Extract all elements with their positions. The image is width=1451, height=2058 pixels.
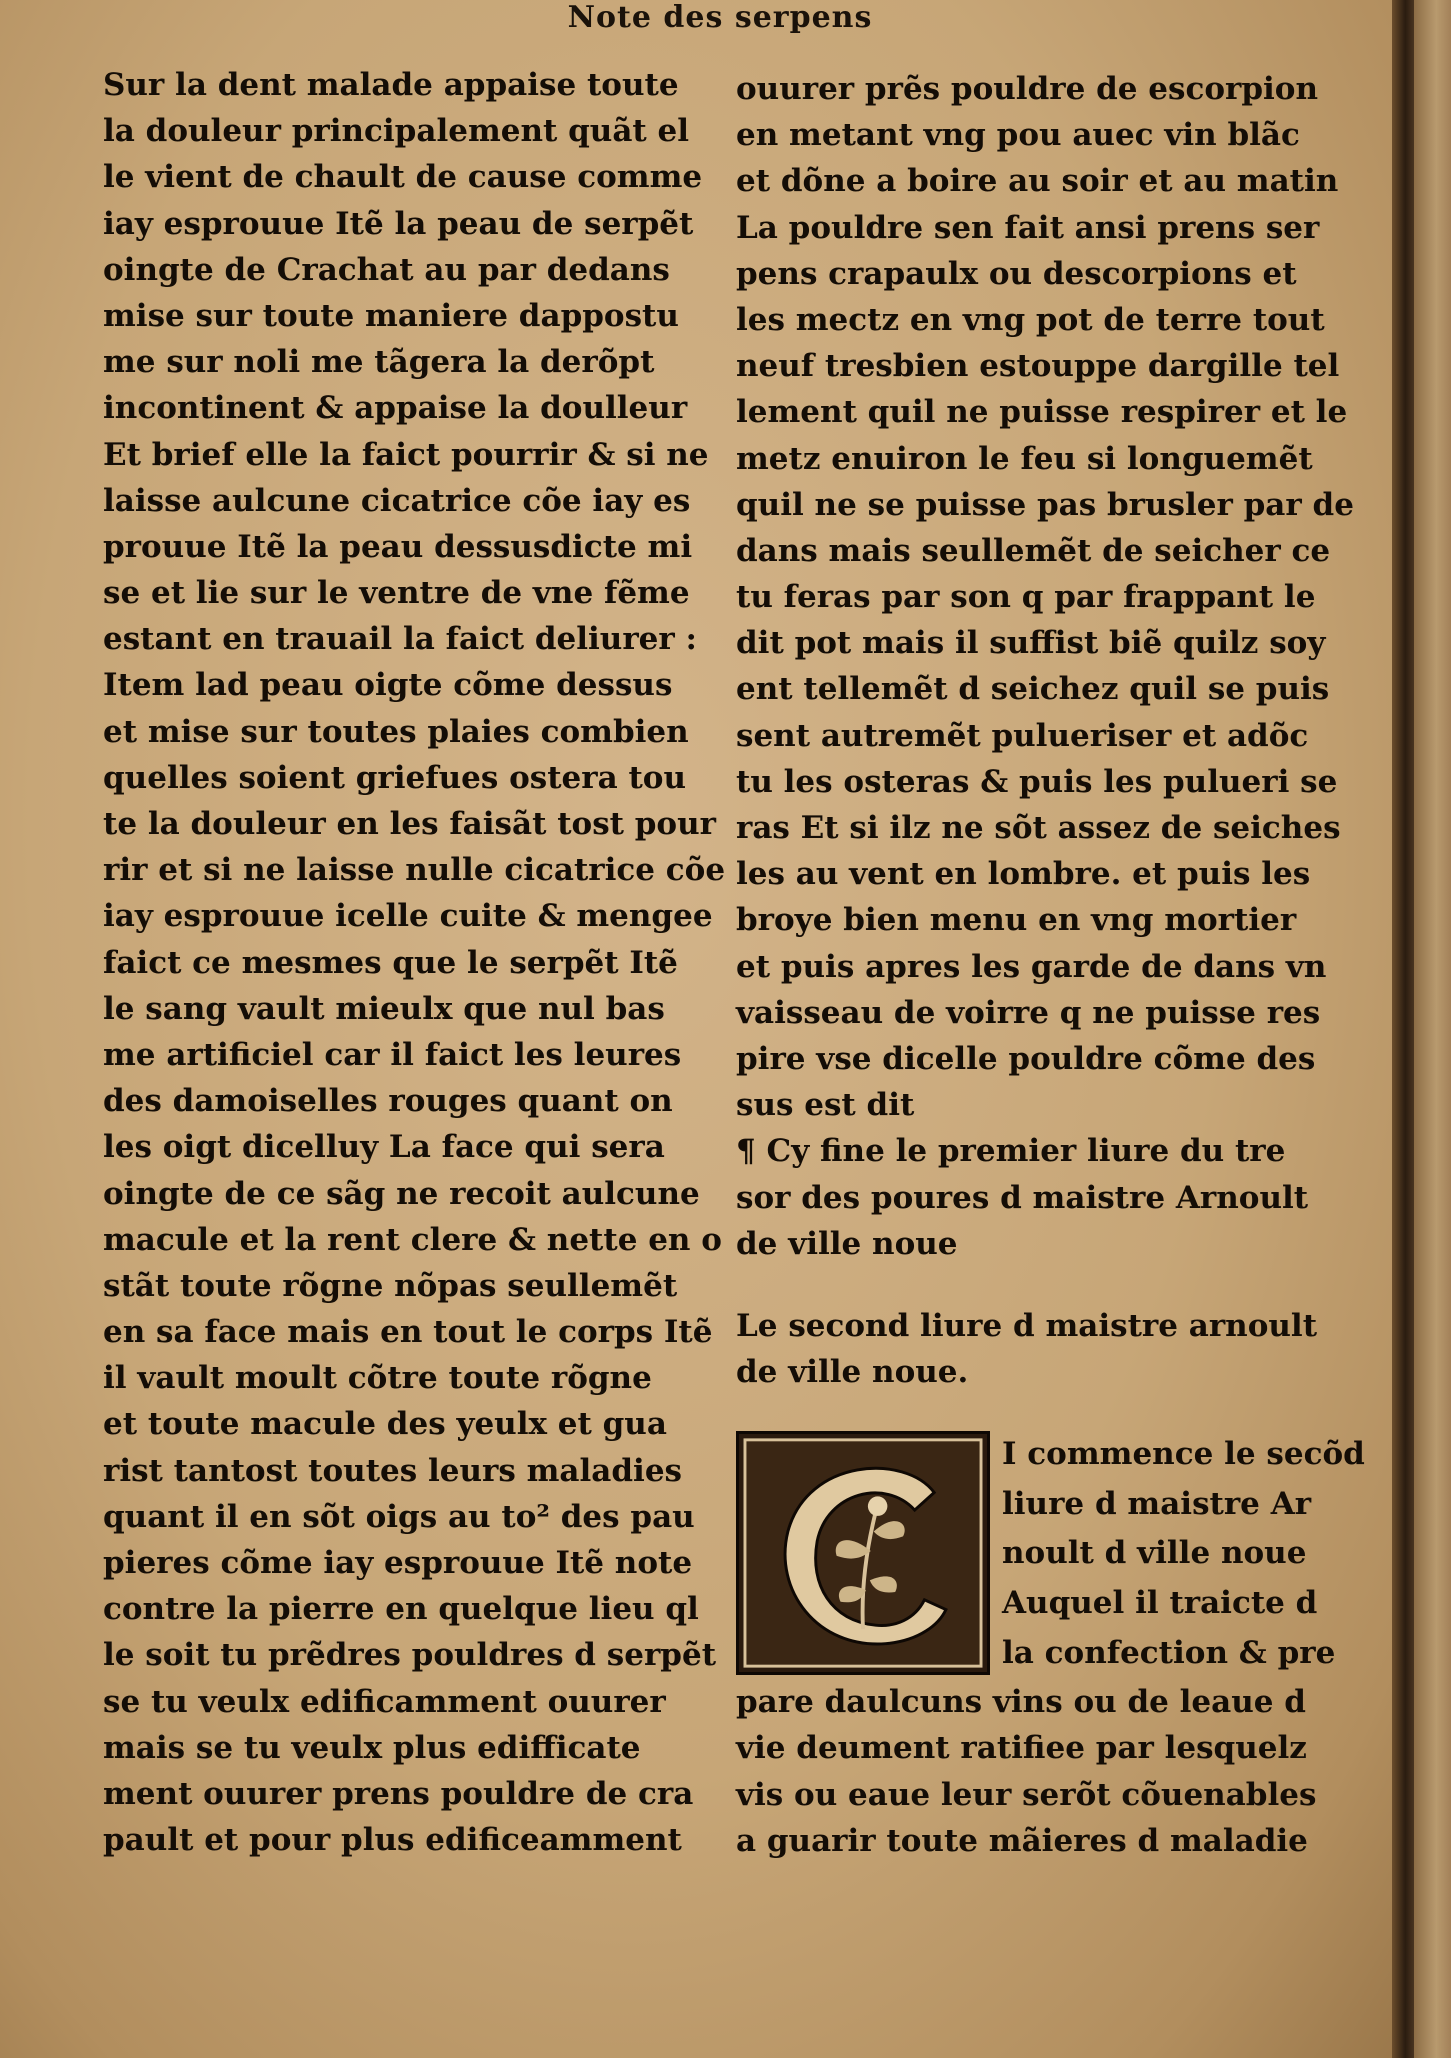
text-line: oingte de ce sãg ne recoit aulcune xyxy=(103,1175,700,1212)
text-line: liure d maistre Ar xyxy=(1002,1485,1312,1522)
text-line: pire vse dicelle pouldre cõme des xyxy=(736,1040,1316,1077)
text-line: les oigt dicelluy La face qui sera xyxy=(103,1129,665,1166)
text-line: mais se tu veulx plus edifficate xyxy=(103,1729,641,1766)
text-line: rist tantost toutes leurs maladies xyxy=(103,1452,682,1489)
text-line: stãt toute rõgne nõpas seullemẽt xyxy=(103,1267,678,1304)
text-line: le soit tu prẽdres pouldres d serpẽt xyxy=(103,1637,717,1674)
text-line: pare daulcuns vins ou de leaue d xyxy=(736,1684,1306,1721)
text-line: vis ou eaue leur serõt cõuenables xyxy=(736,1776,1317,1813)
text-line: les mectz en vng pot de terre tout xyxy=(736,301,1325,338)
text-line: ent tellemẽt d seichez quil se puis xyxy=(736,671,1330,708)
text-line: iay esprouue icelle cuite & mengee xyxy=(103,898,713,935)
text-line: rir et si ne laisse nulle cicatrice cõe xyxy=(103,852,726,889)
text-line: faict ce mesmes que le serpẽt Itẽ xyxy=(103,944,678,981)
text-line: laisse aulcune cicatrice cõe iay es xyxy=(103,482,691,519)
text-line: se et lie sur le ventre de vne fẽme xyxy=(103,575,690,612)
text-line: Sur la dent malade appaise toute xyxy=(103,67,679,103)
text-line: le sang vault mieulx que nul bas xyxy=(103,990,665,1027)
text-line: pens crapaulx ou descorpions et xyxy=(736,255,1297,292)
text-line: ras Et si ilz ne sõt assez de seiches xyxy=(736,810,1341,846)
text-line: dit pot mais il suffist biẽ quilz soy xyxy=(736,625,1326,662)
text-line: sent autremẽt pulueriser et adõc xyxy=(736,717,1309,754)
text-line: et puis apres les garde de dans vn xyxy=(736,948,1327,985)
text-line: La pouldre sen fait ansi prens ser xyxy=(736,209,1320,246)
text-line: et dõne a boire au soir et au matin xyxy=(736,163,1339,200)
section-gap xyxy=(736,1395,1376,1431)
text-line: contre la pierre en quelque lieu ql xyxy=(103,1591,699,1628)
text-line: quant il en sõt oigs au to² des pau xyxy=(103,1498,695,1535)
text-line: vaisseau de voirre q ne puisse res xyxy=(736,994,1321,1031)
text-line: iay esprouue Itẽ la peau de serpẽt xyxy=(103,205,694,242)
text-line: quelles soient griefues ostera tou xyxy=(103,759,687,796)
text-line: prouue Itẽ la peau dessusdicte mi xyxy=(103,528,693,565)
text-line: sus est dit xyxy=(736,1087,915,1124)
text-line: te la douleur en les faisãt tost pour xyxy=(103,806,716,842)
text-line: noult d ville noue xyxy=(1002,1535,1307,1572)
book-gutter xyxy=(1392,0,1414,2058)
text-line: broye bien menu en vng mortier xyxy=(736,902,1297,939)
text-line: tu les osteras & puis les pulueri se xyxy=(736,763,1338,800)
text-line: se tu veulx edificamment ouurer xyxy=(103,1683,666,1720)
left-column xyxy=(103,62,726,1863)
text-line: ment ouurer prens pouldre de cra xyxy=(103,1775,694,1812)
text-line: me artificiel car il faict les leures xyxy=(103,1036,682,1073)
text-line: macule et la rent clere & nette en o xyxy=(103,1221,722,1258)
text-line: ouurer prẽs pouldre de escorpion xyxy=(736,71,1319,107)
text-line: me sur noli me tãgera la derõpt xyxy=(103,344,655,381)
text-line: les au vent en lombre. et puis les xyxy=(736,856,1311,893)
book-title-line: de ville noue. xyxy=(736,1354,969,1391)
text-line: pieres cõme iay esprouue Itẽ note xyxy=(103,1545,693,1581)
text-line: Item lad peau oigte cõme dessus xyxy=(103,667,673,704)
text-line: quil ne se puisse pas brusler par de xyxy=(736,486,1354,523)
text-line: la douleur principalement quãt el xyxy=(103,113,690,150)
text-line: I commence le secõd xyxy=(1002,1436,1365,1473)
text-line: oingte de Crachat au par dedans xyxy=(103,251,670,288)
text-line: en metant vng pou auec vin blãc xyxy=(736,117,1300,154)
text-line: ¶ Cy fine le premier liure du tre xyxy=(736,1133,1286,1170)
book-title-line: Le second liure d maistre arnoult xyxy=(736,1307,1318,1344)
text-line: lement quil ne puisse respirer et le xyxy=(736,394,1348,431)
text-line: tu feras par son q par frappant le xyxy=(736,579,1316,616)
text-line: et toute macule des yeulx et gua xyxy=(103,1406,667,1443)
text-line: incontinent & appaise la doulleur xyxy=(103,390,688,427)
text-line: Et brief elle la faict pourrir & si ne xyxy=(103,436,709,473)
woodcut-initial-c-icon xyxy=(736,1431,990,1675)
text-line: et mise sur toutes plaies combien xyxy=(103,713,689,750)
text-line: la confection & pre xyxy=(1002,1634,1336,1671)
text-line: Auquel il traicte d xyxy=(1002,1585,1318,1622)
text-line: metz enuiron le feu si longuemẽt xyxy=(736,440,1313,477)
text-line: le vient de chault de cause comme xyxy=(103,159,703,196)
text-line: a guarir toute mãieres d maladie xyxy=(736,1822,1308,1859)
text-line: dans mais seullemẽt de seicher ce xyxy=(736,532,1331,569)
running-head: Note des serpens xyxy=(567,0,873,35)
text-line: pault et pour plus edificeamment xyxy=(103,1822,682,1859)
text-line: vie deument ratifiee par lesquelz xyxy=(736,1730,1307,1767)
facing-page-edge xyxy=(1414,0,1451,2058)
right-column xyxy=(736,66,1376,1864)
text-line: sor des poures d maistre Arnoult xyxy=(736,1179,1309,1216)
initial-block xyxy=(736,1431,1376,1679)
text-line: mise sur toute maniere dappostu xyxy=(103,297,679,334)
text-line: il vault moult cõtre toute rõgne xyxy=(103,1360,652,1397)
text-line: estant en trauail la faict deliurer : xyxy=(103,621,697,658)
text-line: des damoiselles rouges quant on xyxy=(103,1083,673,1120)
text-line: en sa face mais en tout le corps Itẽ xyxy=(103,1314,713,1351)
section-gap xyxy=(736,1267,1376,1303)
text-line: neuf tresbien estouppe dargille tel xyxy=(736,348,1340,385)
text-line: de ville noue xyxy=(736,1225,958,1262)
